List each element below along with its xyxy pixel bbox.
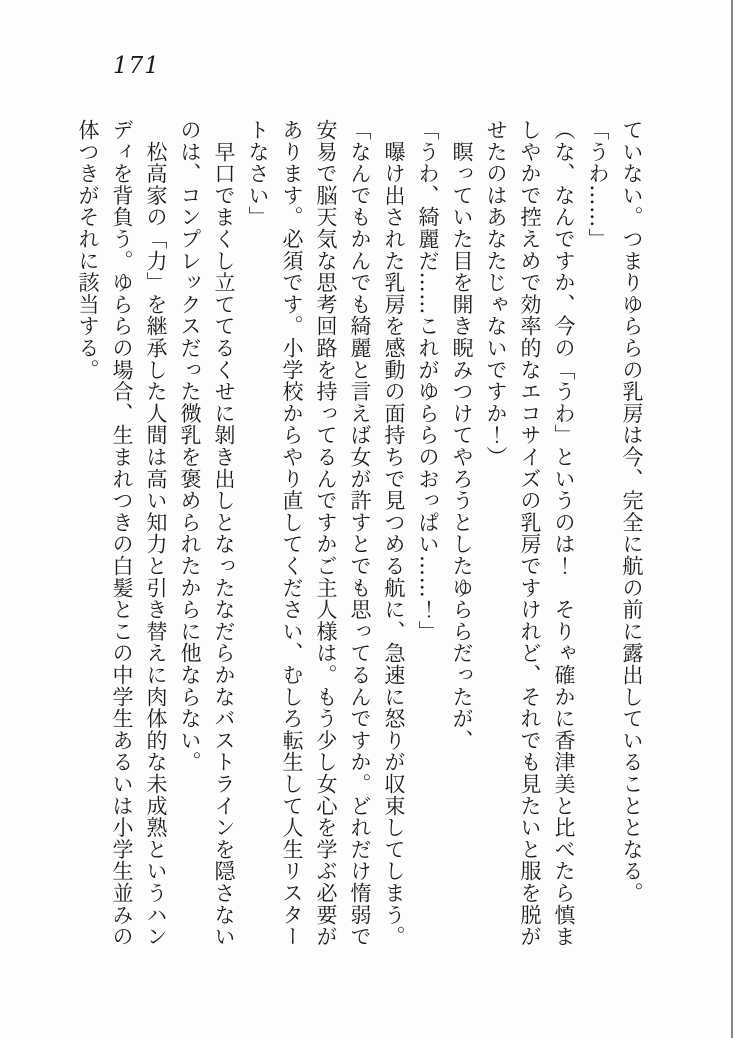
text-column-16: ディを背負う。ゆららの場合、生まれつきの白髪とこの中学生あるいは小学生並みの (110, 119, 134, 948)
text-columns (71, 119, 649, 950)
text-column-5: せたのはあなたじゃないですか！） (484, 119, 508, 468)
text-column-12: トなさい」 (246, 119, 270, 228)
text-column-11: あります。必須です。小学校からやり直してください、むしろ転生して人生リスター (280, 119, 304, 948)
text-column-4: しやかで控えめで効率的なエコサイズの乳房ですけれど、それでも見たいと服を脱が (518, 119, 542, 948)
scan-edge-line (731, 0, 733, 1038)
text-column-10: 安易で脳天気な思考回路を持ってるんですかご主人様は。もう少し女心を学ぶ必要が (314, 119, 338, 948)
text-column-15: 松高家の「力」を継承した人間は高い知力と引き替えに肉体的な未成熟というハン (144, 119, 168, 948)
page-number: 171 (113, 53, 160, 79)
text-column-8: 曝け出された乳房を感動の面持ちで見つめる航に、急速に怒りが収束してしまう。 (382, 119, 406, 948)
text-column-17: 体つきがそれに該当する。 (76, 119, 100, 381)
text-column-1: ていない。つまりゆららの乳房は今、完全に航の前に露出していることとなる。 (620, 119, 644, 904)
text-column-2: 「うわ……」 (586, 119, 610, 250)
text-column-14: のは、コンプレックスだった微乳を褒められたからに他ならない。 (178, 119, 202, 773)
text-column-13: 早口でまくし立ててるくせに剝き出しとなったなだらかなバストラインを隠さない (212, 119, 236, 948)
text-column-6: 瞑っていた目を開き睨みつけてやろうとしたゆららだったが、 (450, 119, 474, 752)
text-column-3: （な、なんですか、今の「うわ」というのは！ そりゃ確かに香津美と比べたら慎ま (552, 119, 576, 948)
text-column-9: 「なんでもかんでも綺麗と言えば女が許すとでも思ってるんですか。どれだけ惰弱で (348, 119, 372, 948)
text-column-7: 「うわ、綺麗だ……これがゆららのおっぱい……！」 (416, 119, 440, 643)
